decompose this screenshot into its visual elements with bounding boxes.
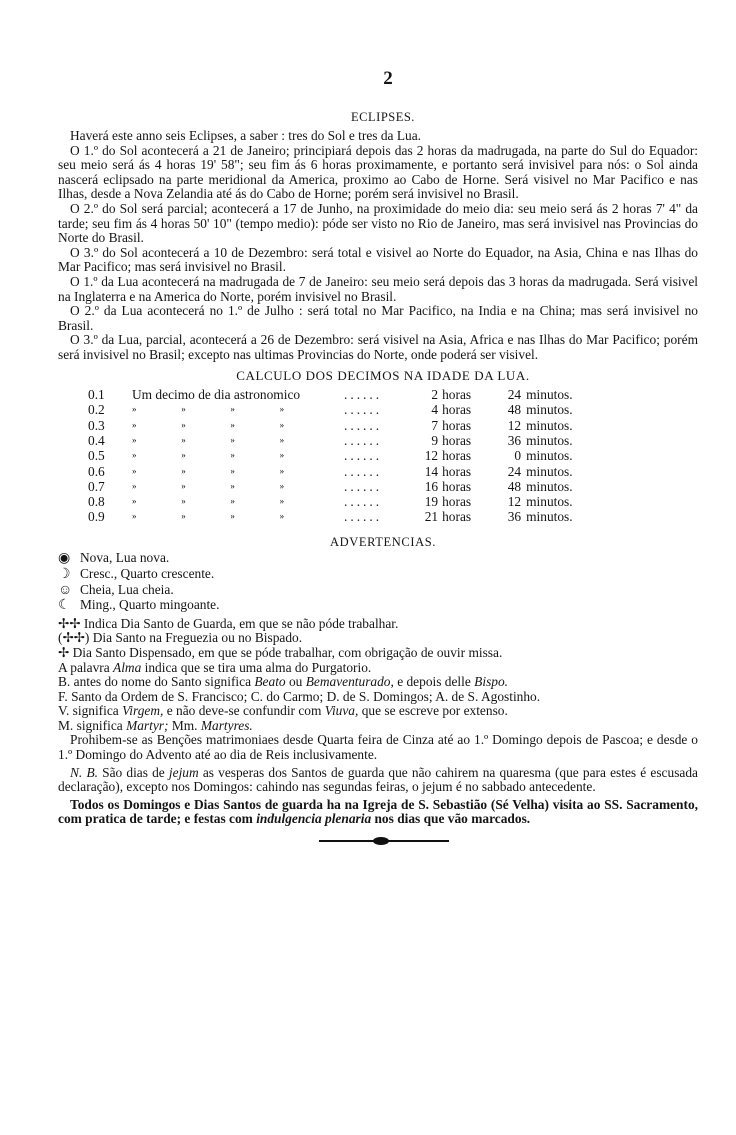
text: Viuva, xyxy=(324,703,359,719)
text: São dias de xyxy=(97,764,169,780)
table-row xyxy=(88,448,573,463)
table-row xyxy=(88,402,573,417)
ditto-mark: » xyxy=(279,465,285,476)
text: indica que se tira uma alma do Purgatorio. xyxy=(141,659,372,675)
ditto-mark: » xyxy=(230,511,235,522)
decimal-cell: 0.3 xyxy=(88,417,105,433)
text: nos dias que vão marcados. xyxy=(371,811,531,827)
leader-dots: ...... xyxy=(344,417,383,433)
ditto-mark: » xyxy=(230,404,235,415)
minutes-cell: 24 xyxy=(507,387,522,403)
hours-word: horas xyxy=(442,463,472,479)
table-row xyxy=(88,464,573,479)
ditto-mark: » xyxy=(230,496,235,507)
ditto-mark: » xyxy=(132,450,137,461)
ordens-note: F. Santo da Ordem de S. Francisco; C. do Carmo; D. de S. Domingos; A. de S. Agostinho. xyxy=(58,688,541,704)
minutes-word: minutos. xyxy=(526,402,573,418)
eclipse-paragraph: O 1.º do Sol acontecerá a 21 de Janeiro; principiará depois das 2 horas da madrugada, na parte do Sul do Equador: seu meio será ás 4 horas 19' 58"; seu fim ás 6 horas proximamente, e portanto será invisivel para nós: o Sol ainda nascerá eclipsado na parte meridional da America, proximo ao Cabo de Horne. Será visivel no Mar Pacifico e nas Ilhas, desde a Nova Zelandia até ás do Cabo de Horne; porém será invisivel no Brasil. xyxy=(58,142,698,202)
table-row xyxy=(88,387,573,402)
ditto-mark: » xyxy=(230,450,235,461)
minutes-word: minutos. xyxy=(526,432,573,448)
text: Alma xyxy=(113,659,142,675)
hours-word: horas xyxy=(442,448,472,464)
leader-dots: ...... xyxy=(344,432,383,448)
legend-text: Dia Santo na Freguezia ou no Bispado. xyxy=(92,630,303,646)
hours-cell: 19 xyxy=(424,494,439,510)
legend-item xyxy=(58,617,698,632)
minutes-word: minutos. xyxy=(526,509,573,525)
eclipses-intro: Haverá este anno seis Eclipses, a saber : tres do Sol e tres da Lua. xyxy=(70,128,422,143)
text: e não deve-se confundir com xyxy=(163,703,325,719)
text: Bispo. xyxy=(474,674,509,690)
text: M. significa xyxy=(58,717,127,733)
legend-item xyxy=(58,583,698,599)
ditto-mark: » xyxy=(279,511,285,522)
legend-item xyxy=(58,631,698,646)
minutes-cell: 36 xyxy=(507,432,522,448)
minutes-cell: 36 xyxy=(507,509,522,525)
hours-cell: 21 xyxy=(424,509,439,525)
first-quarter-icon: ☽ xyxy=(58,566,71,582)
alma-note xyxy=(58,661,698,676)
text: Bemaventurado, xyxy=(305,674,394,690)
ditto-mark: » xyxy=(279,404,285,415)
last-quarter-icon: ☾ xyxy=(58,598,71,614)
text: V. significa xyxy=(58,703,123,719)
ditto-mark: » xyxy=(181,404,186,415)
hours-cell: 7 xyxy=(431,417,439,433)
legend-text: Dia Santo Dispensado, em que se póde trabalhar, com obrigação de ouvir missa. xyxy=(72,644,503,660)
hours-word: horas xyxy=(442,387,472,403)
ditto-mark: » xyxy=(181,496,186,507)
ditto-mark: » xyxy=(181,480,186,491)
todos-note xyxy=(58,798,698,827)
legend-text: Indica Dia Santo de Guarda, em que se não póde trabalhar. xyxy=(83,615,399,631)
minutes-cell: 24 xyxy=(507,463,522,479)
leader-dots: ...... xyxy=(344,448,383,464)
new-moon-icon: ◉ xyxy=(58,551,71,567)
text: A palavra xyxy=(58,659,114,675)
leader-dots: ...... xyxy=(344,478,383,494)
table-row xyxy=(88,433,573,448)
legend-text: Ming., Quarto mingoante. xyxy=(80,597,220,613)
ditto-mark: » xyxy=(181,434,186,445)
minutes-cell: 12 xyxy=(507,417,522,433)
minutes-cell: 48 xyxy=(507,402,522,418)
hours-word: horas xyxy=(442,494,472,510)
decimos-table xyxy=(88,387,573,525)
leader-dots: ...... xyxy=(344,494,383,510)
ditto-mark: » xyxy=(132,511,137,522)
ditto-mark: » xyxy=(279,419,285,430)
hours-cell: 12 xyxy=(424,448,439,464)
ditto-mark: » xyxy=(230,480,235,491)
text: que se escreve por extenso. xyxy=(358,703,508,719)
legend-text: Cheia, Lua cheia. xyxy=(80,581,174,597)
cross-icon: ✢ xyxy=(58,644,70,660)
page-number: 2 xyxy=(383,68,393,89)
leader-dots: ...... xyxy=(344,387,383,403)
table-row xyxy=(88,494,573,509)
hours-cell: 9 xyxy=(431,432,439,448)
text: e depois delle xyxy=(393,674,475,690)
label-cell: Um decimo de dia astronomico xyxy=(132,387,301,403)
ditto-mark: » xyxy=(279,480,285,491)
ditto-mark: » xyxy=(132,404,137,415)
ditto-mark: » xyxy=(181,419,186,430)
text: Martyr; xyxy=(126,717,169,733)
ditto-mark: » xyxy=(230,419,235,430)
decimal-cell: 0.9 xyxy=(88,509,105,525)
ditto-mark: » xyxy=(132,496,137,507)
eclipse-paragraph: O 3.º da Lua, parcial, acontecerá a 26 de Dezembro: será visivel na Asia, Africa e nas Ilhas do Mar Pacifico; porém será invisivel no Brasil; excepto nas ultimas Provincias do Norte, onde poderá ser visivel. xyxy=(58,332,698,362)
eclipses-heading: ECLIPSES. xyxy=(351,110,415,124)
decimal-cell: 0.1 xyxy=(88,387,105,403)
ditto-mark: » xyxy=(132,465,137,476)
ditto-mark: » xyxy=(181,465,186,476)
minutes-word: minutos. xyxy=(526,417,573,433)
text: N. B. xyxy=(70,764,98,780)
text: Todos os Domingos e Dias Santos de guarda ha na Igreja de S. Sebastião (Sé Velha) visita ao SS. Sacramento, com pratica de tarde; e festas com xyxy=(58,796,698,827)
minutes-word: minutos. xyxy=(526,448,573,464)
eclipse-paragraph: O 2.º do Sol será parcial; acontecerá a 17 de Junho, na proximidade do meio dia: seu meio será ás 2 horas 7' 4" da tarde; seu fim ás 4 horas 50' 10" (tempo medio): póde ser visto no Rio de Janeiro, mas será invisivel nas Provincias do Norte do Brasil. xyxy=(58,200,698,246)
text: jejum xyxy=(168,764,199,780)
bencaos-note: Prohibem-se as Benções matrimoniaes desde Quarta feira de Cinza até ao 1.º Domingo depois de Pascoa; e desde o 1.º Domingo do Advento até ao dia de Reis inclusivamente. xyxy=(58,732,698,763)
legend-item xyxy=(58,646,698,661)
legend-text: Cresc., Quarto crescente. xyxy=(80,565,215,581)
eclipse-paragraph: O 3.º do Sol acontecerá a 10 de Dezembro: será total e visivel ao Norte do Equador, na Asia, China e nas Ilhas do Mar Pacifico; mas será invisivel no Brasil. xyxy=(58,244,698,275)
hours-word: horas xyxy=(442,402,472,418)
text: indulgencia plenaria xyxy=(256,811,372,827)
text: Beato xyxy=(254,674,286,690)
text: Virgem, xyxy=(122,703,164,719)
ditto-mark: » xyxy=(279,496,285,507)
virgem-note xyxy=(58,704,698,719)
legend-item xyxy=(58,598,698,614)
full-moon-icon: ☺ xyxy=(58,582,73,598)
text: Martyres. xyxy=(200,717,253,733)
cross-icon: (✢✢) xyxy=(58,630,90,646)
ditto-mark: » xyxy=(230,434,235,445)
leader-dots: ...... xyxy=(344,509,383,525)
text: ou xyxy=(285,674,306,690)
hours-word: horas xyxy=(442,417,472,433)
minutes-word: minutos. xyxy=(526,387,573,403)
hours-cell: 14 xyxy=(424,463,439,479)
ditto-mark: » xyxy=(132,480,137,491)
leader-dots: ...... xyxy=(344,463,383,479)
ornament-divider xyxy=(319,837,449,845)
decimal-cell: 0.7 xyxy=(88,478,105,494)
hours-word: horas xyxy=(442,509,472,525)
cross-icon: ✢✢ xyxy=(58,615,81,631)
table-row xyxy=(88,418,573,433)
hours-word: horas xyxy=(442,478,472,494)
ditto-mark: » xyxy=(132,434,137,445)
legend-item xyxy=(58,567,698,583)
martyr-note xyxy=(58,719,698,734)
hours-cell: 2 xyxy=(431,387,439,403)
advertencias-heading: ADVERTENCIAS. xyxy=(329,534,436,549)
hours-word: horas xyxy=(442,432,472,448)
holy-day-legend xyxy=(58,617,698,661)
legend-text: Nova, Lua nova. xyxy=(80,550,170,566)
text: Mm. xyxy=(168,717,201,733)
table-row xyxy=(88,509,573,524)
ditto-mark: » xyxy=(132,419,137,430)
legend-item xyxy=(58,551,698,567)
hours-cell: 16 xyxy=(424,478,439,494)
minutes-cell: 12 xyxy=(507,494,522,510)
eclipse-paragraph: O 2.º da Lua acontecerá no 1.º de Julho : será total no Mar Pacifico, na India e na China; mas será invisivel no Brasil. xyxy=(58,303,698,333)
decimal-cell: 0.8 xyxy=(88,494,105,510)
minutes-word: minutos. xyxy=(526,463,573,479)
table-row xyxy=(88,479,573,494)
minutes-cell: 48 xyxy=(507,478,522,494)
minutes-word: minutos. xyxy=(526,478,573,494)
minutes-cell: 0 xyxy=(514,448,522,464)
text: as vesperas dos Santos de guarda que não cahirem na quaresma (que para estes é escusada declaração), excepto nos Domingos: cahindo nas segundas feiras, o jejum é no sabbado antecedente. xyxy=(58,764,698,795)
moon-phase-legend xyxy=(58,551,698,613)
ditto-mark: » xyxy=(181,511,186,522)
document-page xyxy=(58,68,698,845)
ditto-mark: » xyxy=(181,450,186,461)
leader-dots: ...... xyxy=(344,402,383,418)
decimal-cell: 0.6 xyxy=(88,463,105,479)
decimal-cell: 0.2 xyxy=(88,402,105,418)
calculo-heading: CALCULO DOS DECIMOS NA IDADE DA LUA. xyxy=(236,367,530,383)
eclipse-paragraph: O 1.º da Lua acontecerá na madrugada de 7 de Janeiro: seu meio será depois das 3 horas da madrugada. Será visivel na Inglaterra e na America do Norte, porém invisivel no Brasil. xyxy=(58,273,698,304)
beato-note xyxy=(58,675,698,690)
ditto-mark: » xyxy=(230,465,235,476)
hours-cell: 4 xyxy=(431,402,439,418)
decimal-cell: 0.4 xyxy=(88,432,105,448)
text: B. antes do nome do Santo significa xyxy=(58,674,255,690)
nb-note xyxy=(58,766,698,795)
ditto-mark: » xyxy=(279,450,285,461)
ditto-mark: » xyxy=(279,434,285,445)
minutes-word: minutos. xyxy=(526,494,573,510)
decimal-cell: 0.5 xyxy=(88,448,105,464)
